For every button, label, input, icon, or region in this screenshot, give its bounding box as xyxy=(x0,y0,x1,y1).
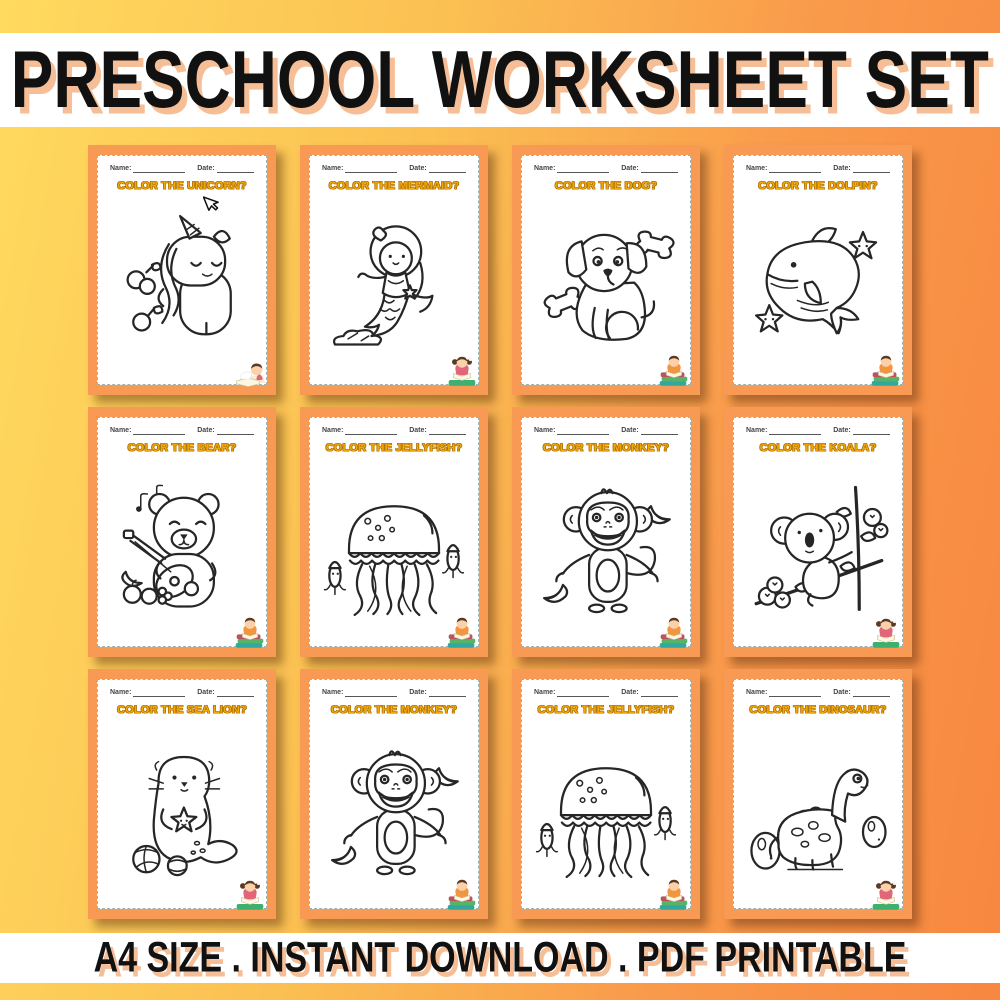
worksheet-page xyxy=(97,155,267,385)
kid-reading-illustration xyxy=(443,616,481,649)
kid-reading-illustration xyxy=(655,616,693,649)
kid-reading-illustration xyxy=(231,878,269,911)
name-date-row xyxy=(105,165,259,173)
footer-banner xyxy=(0,933,1000,983)
name-line xyxy=(133,165,185,173)
name-line xyxy=(133,427,185,435)
bear-line-art xyxy=(105,454,259,643)
name-line xyxy=(345,689,397,697)
monkey-line-art xyxy=(529,454,683,643)
name-line xyxy=(557,427,609,435)
kid-reading-illustration xyxy=(867,354,905,387)
date-label: Date: xyxy=(197,689,215,696)
date-label: Date: xyxy=(833,165,851,172)
date-label: Date: xyxy=(409,165,427,172)
date-line xyxy=(429,427,466,435)
worksheet-card-monkey xyxy=(300,669,488,919)
name-label: Name: xyxy=(322,165,344,172)
name-label: Name: xyxy=(110,689,132,696)
worksheet-title: COLOR THE UNICORN? xyxy=(117,180,247,192)
date-label: Date: xyxy=(621,689,639,696)
date-line xyxy=(853,165,890,173)
name-date-row xyxy=(317,427,471,435)
date-label: Date: xyxy=(409,427,427,434)
name-label: Name: xyxy=(110,165,132,172)
name-date-row xyxy=(529,165,683,173)
date-line xyxy=(217,689,254,697)
name-date-row xyxy=(529,689,683,697)
worksheet-title: COLOR THE DOLPIN? xyxy=(758,180,878,192)
name-date-row xyxy=(317,165,471,173)
worksheet-title: COLOR THE KOALA? xyxy=(759,442,877,454)
worksheet-page xyxy=(733,679,903,909)
worksheet-title: COLOR THE DINOSAUR? xyxy=(749,704,887,716)
worksheet-page xyxy=(97,679,267,909)
kid-reading-illustration xyxy=(867,878,905,911)
worksheet-page xyxy=(733,417,903,647)
name-line xyxy=(769,689,821,697)
worksheet-card-sea-lion xyxy=(88,669,276,919)
name-date-row xyxy=(105,427,259,435)
name-label: Name: xyxy=(534,427,556,434)
name-line xyxy=(345,165,397,173)
name-line xyxy=(557,165,609,173)
dog-line-art xyxy=(529,192,683,381)
worksheet-card-monkey xyxy=(512,407,700,657)
date-line xyxy=(641,427,678,435)
monkey-line-art xyxy=(317,716,471,905)
worksheet-title: COLOR THE MONKEY? xyxy=(330,704,458,716)
kid-reading-illustration xyxy=(655,878,693,911)
name-line xyxy=(345,427,397,435)
name-label: Name: xyxy=(746,427,768,434)
date-line xyxy=(217,427,254,435)
worksheet-page xyxy=(521,155,691,385)
name-label: Name: xyxy=(534,165,556,172)
date-line xyxy=(853,427,890,435)
worksheet-grid xyxy=(88,145,912,919)
title-banner xyxy=(0,33,1000,127)
name-line xyxy=(769,427,821,435)
worksheet-page xyxy=(309,155,479,385)
name-line xyxy=(557,689,609,697)
date-label: Date: xyxy=(621,165,639,172)
name-date-row xyxy=(529,427,683,435)
worksheet-page xyxy=(521,679,691,909)
worksheet-card-bear xyxy=(88,407,276,657)
date-label: Date: xyxy=(409,689,427,696)
worksheet-card-dolphin xyxy=(724,145,912,395)
name-label: Name: xyxy=(322,689,344,696)
kid-reading-illustration xyxy=(867,616,905,649)
name-date-row xyxy=(105,689,259,697)
kid-reading-illustration xyxy=(655,354,693,387)
name-date-row xyxy=(741,689,895,697)
worksheet-page xyxy=(309,417,479,647)
jellyfish-line-art xyxy=(529,716,683,905)
unicorn-line-art xyxy=(105,192,259,381)
date-line xyxy=(641,165,678,173)
kid-reading-illustration xyxy=(231,354,269,387)
worksheet-title: COLOR THE DOG? xyxy=(554,180,658,192)
koala-line-art xyxy=(741,454,895,643)
name-label: Name: xyxy=(746,689,768,696)
date-label: Date: xyxy=(197,427,215,434)
worksheet-title: COLOR THE MONKEY? xyxy=(542,442,670,454)
name-label: Name: xyxy=(534,689,556,696)
date-line xyxy=(853,689,890,697)
worksheet-title: COLOR THE JELLYFISH? xyxy=(537,704,675,716)
worksheet-page xyxy=(521,417,691,647)
kid-reading-illustration xyxy=(443,878,481,911)
name-line xyxy=(769,165,821,173)
worksheet-card-jellyfish xyxy=(300,407,488,657)
worksheet-card-dinosaur xyxy=(724,669,912,919)
kid-reading-illustration xyxy=(443,354,481,387)
footer-text: A4 SIZE . INSTANT DOWNLOAD . PDF PRINTABLE xyxy=(93,933,907,982)
date-label: Date: xyxy=(833,689,851,696)
name-label: Name: xyxy=(746,165,768,172)
date-label: Date: xyxy=(197,165,215,172)
mermaid-line-art xyxy=(317,192,471,381)
worksheet-card-unicorn xyxy=(88,145,276,395)
worksheet-title: COLOR THE SEA LION? xyxy=(117,704,247,716)
name-label: Name: xyxy=(110,427,132,434)
worksheet-page xyxy=(309,679,479,909)
name-line xyxy=(133,689,185,697)
worksheet-card-koala xyxy=(724,407,912,657)
name-date-row xyxy=(741,427,895,435)
date-line xyxy=(429,689,466,697)
jellyfish-line-art xyxy=(317,454,471,643)
worksheet-card-mermaid xyxy=(300,145,488,395)
name-date-row xyxy=(741,165,895,173)
worksheet-card-jellyfish xyxy=(512,669,700,919)
worksheet-title: COLOR THE MERMAID? xyxy=(328,180,460,192)
date-label: Date: xyxy=(621,427,639,434)
dinosaur-line-art xyxy=(741,716,895,905)
page-title: PRESCHOOL WORKSHEET SET xyxy=(10,35,990,125)
sea-lion-line-art xyxy=(105,716,259,905)
dolphin-line-art xyxy=(741,192,895,381)
date-label: Date: xyxy=(833,427,851,434)
worksheet-title: COLOR THE BEAR? xyxy=(127,442,237,454)
mouse-cursor-icon xyxy=(203,193,219,215)
worksheet-page xyxy=(733,155,903,385)
date-line xyxy=(429,165,466,173)
name-label: Name: xyxy=(322,427,344,434)
kid-reading-illustration xyxy=(231,616,269,649)
date-line xyxy=(641,689,678,697)
name-date-row xyxy=(317,689,471,697)
date-line xyxy=(217,165,254,173)
worksheet-page xyxy=(97,417,267,647)
worksheet-title: COLOR THE JELLYFISH? xyxy=(325,442,463,454)
worksheet-card-dog xyxy=(512,145,700,395)
